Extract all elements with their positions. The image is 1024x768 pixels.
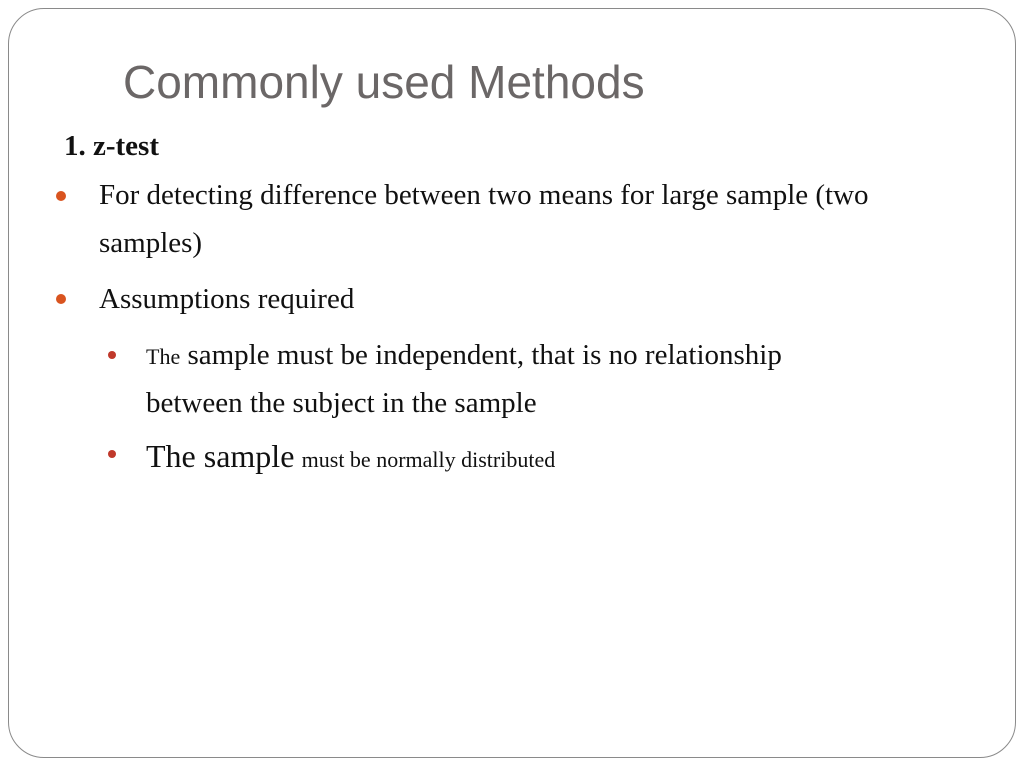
sub-bullet-normally-distributed [146,431,555,482]
bullet-assumptions-required: Assumptions required [99,283,355,315]
sub-bullet-text: must be normally distributed [301,447,556,472]
bullet-detecting-difference: For detecting difference between two means for large sample (two samples) [99,179,869,259]
sub-bullet-independent-sample [146,332,866,427]
section-heading: 1. z-test [64,130,160,162]
slide-title: Commonly used Methods [123,56,645,108]
bullet-dot-icon [56,191,66,201]
sub-bullet-prefix: The sample [146,438,295,474]
sub-bullet-prefix: The [146,344,181,369]
sub-bullet-text: sample must be independent, that is no relationship between the subject in the sample [146,339,782,419]
sub-bullet-dot-icon [108,351,116,359]
sub-bullet-dot-icon [108,450,116,458]
bullet-dot-icon [56,294,66,304]
